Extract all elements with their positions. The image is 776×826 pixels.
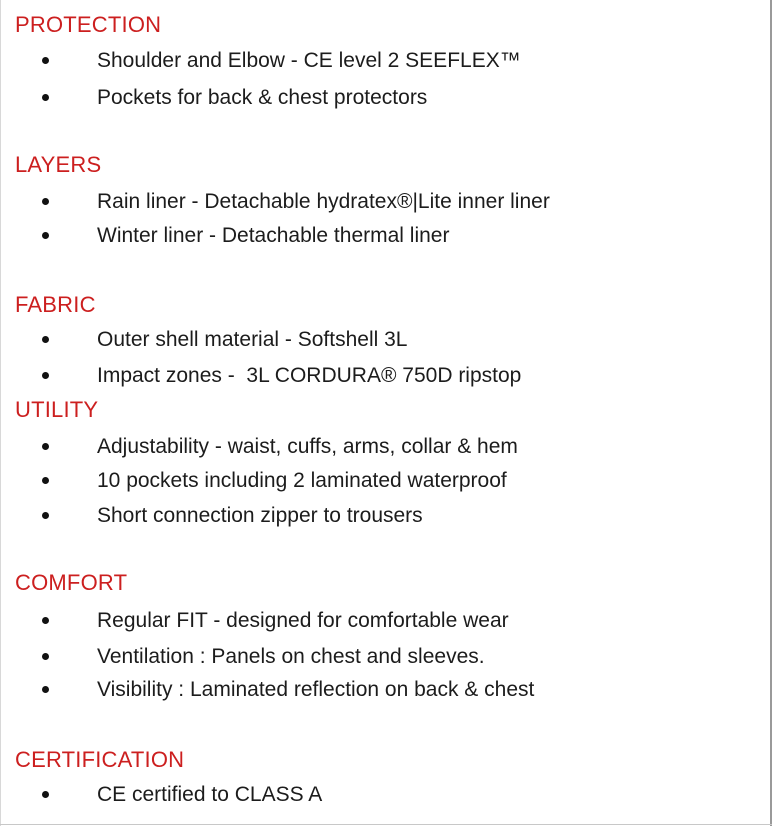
list-item-text: CE certified to CLASS A (97, 783, 323, 806)
list-item-text: Regular FIT - designed for comfortable wear (97, 609, 509, 632)
list-item-text: Short connection zipper to trousers (97, 504, 423, 527)
page-border-left (0, 0, 1, 826)
section-heading-utility: UTILITY (15, 397, 99, 422)
section-heading-layers: LAYERS (15, 152, 102, 177)
page-border-bottom (0, 824, 772, 825)
bullet-dot-icon (42, 791, 49, 798)
list-item-text: Shoulder and Elbow - CE level 2 SEEFLEX™ (97, 49, 521, 72)
bullet-dot-icon (42, 372, 49, 379)
bullet-dot-icon (42, 443, 49, 450)
list-item-text: Visibility : Laminated reflection on back & chest (97, 678, 535, 701)
page-border-right (770, 0, 772, 826)
section-heading-certification: CERTIFICATION (15, 747, 185, 772)
list-item-text: Rain liner - Detachable hydratex®|Lite inner liner (97, 190, 550, 213)
bullet-dot-icon (42, 686, 49, 693)
section-heading-protection: PROTECTION (15, 12, 162, 37)
list-item-text: Pockets for back & chest protectors (97, 86, 428, 109)
bullet-dot-icon (42, 232, 49, 239)
list-item-text: Impact zones - 3L CORDURA® 750D ripstop (97, 364, 522, 387)
bullet-dot-icon (42, 477, 49, 484)
bullet-dot-icon (42, 653, 49, 660)
bullet-dot-icon (42, 94, 49, 101)
bullet-dot-icon (42, 198, 49, 205)
bullet-dot-icon (42, 336, 49, 343)
bullet-dot-icon (42, 57, 49, 64)
bullet-dot-icon (42, 512, 49, 519)
list-item-text: Winter liner - Detachable thermal liner (97, 224, 450, 247)
list-item-text: Adjustability - waist, cuffs, arms, collar & hem (97, 435, 518, 458)
list-item-text: 10 pockets including 2 laminated waterproof (97, 469, 507, 492)
section-heading-fabric: FABRIC (15, 292, 96, 317)
section-heading-comfort: COMFORT (15, 570, 128, 595)
list-item-text: Ventilation : Panels on chest and sleeves. (97, 645, 485, 668)
list-item-text: Outer shell material - Softshell 3L (97, 328, 408, 351)
bullet-dot-icon (42, 617, 49, 624)
